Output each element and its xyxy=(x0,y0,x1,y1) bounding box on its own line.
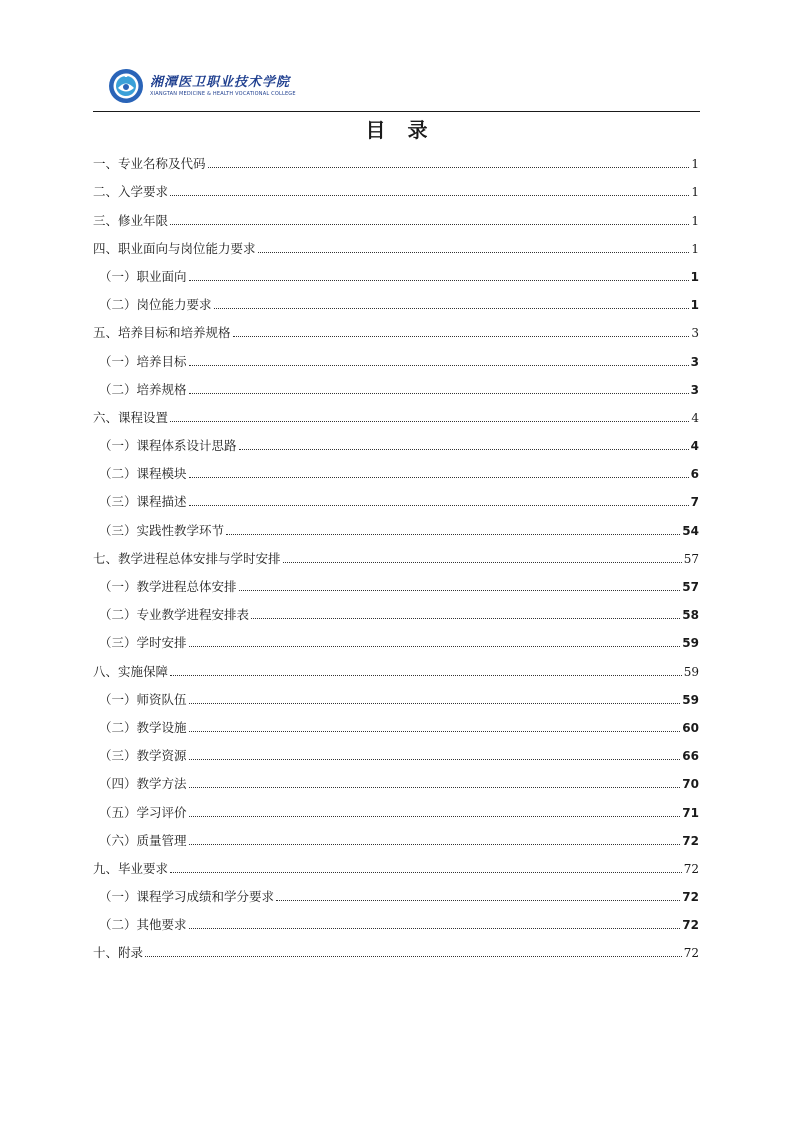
toc-entry-line xyxy=(93,182,699,200)
toc-entry-label: 十、附录 xyxy=(93,945,144,961)
toc-leader-dots xyxy=(189,477,689,478)
toc-entry-line xyxy=(93,211,699,229)
toc-leader-dots xyxy=(145,956,682,957)
toc-entry[interactable] xyxy=(93,939,699,967)
toc-entry-line xyxy=(99,746,699,764)
toc-leader-dots xyxy=(189,731,681,732)
toc-entry-page: 1 xyxy=(691,185,699,200)
toc-leader-dots xyxy=(189,928,681,929)
toc-entry-line xyxy=(99,492,699,510)
toc-entry-line xyxy=(99,633,699,651)
toc-entry-label: （一）课程体系设计思路 xyxy=(99,438,237,454)
toc-entry[interactable] xyxy=(93,629,699,657)
toc-entry-page: 7 xyxy=(690,495,699,510)
toc-entry[interactable] xyxy=(93,263,699,291)
toc-entry[interactable] xyxy=(93,319,699,347)
toc-leader-dots xyxy=(189,759,681,760)
toc-entry[interactable] xyxy=(93,404,699,432)
toc-entry-page: 3 xyxy=(690,382,699,397)
toc-entry-line xyxy=(99,718,699,736)
toc-entry[interactable] xyxy=(93,855,699,883)
toc-entry-line xyxy=(93,239,699,257)
toc-entry-label: （三）实践性教学环节 xyxy=(99,522,225,538)
toc-entry-label: 一、专业名称及代码 xyxy=(93,156,206,172)
toc-entry-line xyxy=(99,774,699,792)
toc-entry-label: 七、教学进程总体安排与学时安排 xyxy=(93,550,281,566)
toc-entry[interactable] xyxy=(93,827,699,855)
toc-entry[interactable] xyxy=(93,798,699,826)
toc-entry[interactable] xyxy=(93,516,699,544)
toc-entry-line xyxy=(99,295,699,313)
college-logo-icon xyxy=(108,68,144,104)
toc-entry-line xyxy=(93,408,699,426)
toc-leader-dots xyxy=(239,590,681,591)
toc-entry-line xyxy=(99,915,699,933)
toc-entry[interactable] xyxy=(93,376,699,404)
toc-entry-label: （二）专业教学进程安排表 xyxy=(99,607,250,623)
toc-entry-page: 66 xyxy=(682,749,699,764)
toc-entry[interactable] xyxy=(93,770,699,798)
toc-entry-page: 4 xyxy=(691,410,699,425)
toc-entry-line xyxy=(93,154,699,172)
toc-entry-label: （一）职业面向 xyxy=(99,268,187,284)
toc-leader-dots xyxy=(189,703,681,704)
toc-entry-label: （三）教学资源 xyxy=(99,748,187,764)
toc-leader-dots xyxy=(189,844,681,845)
toc-leader-dots xyxy=(214,308,689,309)
toc-entry-label: （三）课程描述 xyxy=(99,494,187,510)
toc-entry-label: （二）其他要求 xyxy=(99,917,187,933)
toc-leader-dots xyxy=(189,365,689,366)
toc-entry-label: 四、职业面向与岗位能力要求 xyxy=(93,240,256,256)
toc-entry-page: 72 xyxy=(683,861,699,876)
toc-entry-label: （六）质量管理 xyxy=(99,832,187,848)
toc-entry-page: 70 xyxy=(682,777,699,792)
toc-leader-dots xyxy=(276,900,680,901)
toc-entry-page: 1 xyxy=(691,241,699,256)
toc-entry[interactable] xyxy=(93,235,699,263)
toc-entry-line xyxy=(99,267,699,285)
toc-entry-line xyxy=(99,803,699,821)
toc-entry-page: 1 xyxy=(691,157,699,172)
toc-entry-page: 1 xyxy=(691,213,699,228)
toc-entry-page: 59 xyxy=(683,664,699,679)
toc-entry-line xyxy=(93,859,699,877)
toc-entry-line xyxy=(99,464,699,482)
toc-entry-label: （二）培养规格 xyxy=(99,381,187,397)
toc-entry-label: （一）培养目标 xyxy=(99,353,187,369)
toc-entry[interactable] xyxy=(93,460,699,488)
toc-entry-page: 3 xyxy=(690,354,699,369)
toc-entry-page: 72 xyxy=(682,833,699,848)
header-divider xyxy=(93,111,700,112)
toc-entry-label: （一）师资队伍 xyxy=(99,691,187,707)
toc-leader-dots xyxy=(189,280,689,281)
toc-leader-dots xyxy=(170,224,689,225)
toc-entry[interactable] xyxy=(93,206,699,234)
toc-entry-label: （四）教学方法 xyxy=(99,776,187,792)
toc-entry-label: 八、实施保障 xyxy=(93,663,169,679)
toc-leader-dots xyxy=(170,872,682,873)
toc-entry-page: 57 xyxy=(683,551,699,566)
toc-leader-dots xyxy=(189,816,681,817)
college-name-cn: 湘潭医卫职业技术学院 xyxy=(150,74,291,90)
toc-entry-label: 二、入学要求 xyxy=(93,184,169,200)
toc-leader-dots xyxy=(251,618,680,619)
toc-entry[interactable] xyxy=(93,488,699,516)
toc-entry[interactable] xyxy=(93,911,699,939)
toc-leader-dots xyxy=(170,421,689,422)
toc-entry[interactable] xyxy=(93,432,699,460)
toc-entry[interactable] xyxy=(93,742,699,770)
toc-entry[interactable] xyxy=(93,573,699,601)
toc-leader-dots xyxy=(258,252,690,253)
toc-leader-dots xyxy=(189,393,689,394)
toc-entry-line xyxy=(93,323,699,341)
toc-entry-line xyxy=(99,577,699,595)
toc-entry-page: 58 xyxy=(682,608,699,623)
toc-leader-dots xyxy=(226,534,680,535)
toc-entry-label: 五、培养目标和培养规格 xyxy=(93,325,231,341)
toc-entry-page: 3 xyxy=(691,326,699,341)
toc-entry-page: 71 xyxy=(682,805,699,820)
toc-leader-dots xyxy=(208,167,690,168)
toc-entry-line xyxy=(99,521,699,539)
toc-entry[interactable] xyxy=(93,178,699,206)
toc-entry-label: （二）岗位能力要求 xyxy=(99,297,212,313)
toc-entry-label: 九、毕业要求 xyxy=(93,860,169,876)
toc-entry-label: （二）课程模块 xyxy=(99,466,187,482)
toc-leader-dots xyxy=(189,646,681,647)
college-name xyxy=(150,76,296,97)
toc-entry-page: 60 xyxy=(682,720,699,735)
toc-entry[interactable] xyxy=(93,291,699,319)
toc-entry-page: 72 xyxy=(682,918,699,933)
toc-entry-page: 72 xyxy=(683,946,699,961)
toc-entry-label: （一）课程学习成绩和学分要求 xyxy=(99,889,275,905)
toc-entry-label: （二）教学设施 xyxy=(99,719,187,735)
toc-entry-page: 54 xyxy=(682,523,699,538)
toc-entry-page: 4 xyxy=(690,439,699,454)
toc-entry-label: （一）教学进程总体安排 xyxy=(99,579,237,594)
toc-entry[interactable] xyxy=(93,714,699,742)
toc-entry-line xyxy=(99,352,699,370)
toc-leader-dots xyxy=(233,336,690,337)
toc-entry-page: 59 xyxy=(682,692,699,707)
toc-entry-line xyxy=(99,436,699,454)
toc-leader-dots xyxy=(239,449,689,450)
toc-entry-label: 六、课程设置 xyxy=(93,409,169,425)
toc-entry[interactable] xyxy=(93,601,699,629)
toc-entry-label: （三）学时安排 xyxy=(99,635,187,651)
toc-entry-page: 57 xyxy=(682,580,699,594)
toc-entry-page: 59 xyxy=(682,636,699,651)
toc-entry-line xyxy=(99,831,699,849)
college-header xyxy=(108,66,296,106)
toc-entry-page: 1 xyxy=(690,269,699,284)
toc-entry-page: 72 xyxy=(682,890,699,905)
toc-entry-page: 1 xyxy=(690,298,699,313)
toc-entry-line xyxy=(99,887,699,905)
toc-entry-line xyxy=(99,380,699,398)
toc-leader-dots xyxy=(189,787,681,788)
toc-leader-dots xyxy=(170,675,682,676)
toc-entry-line xyxy=(93,943,699,961)
toc-entry-line xyxy=(93,662,699,680)
toc-leader-dots xyxy=(170,195,689,196)
toc-entry-label: 三、修业年限 xyxy=(93,212,169,228)
toc-entry[interactable] xyxy=(93,150,699,178)
page-title: 目录 xyxy=(365,118,450,142)
toc-entry-line xyxy=(93,549,699,567)
table-of-contents xyxy=(93,150,699,967)
toc-entry[interactable] xyxy=(93,545,699,573)
toc-entry-page: 6 xyxy=(690,467,699,482)
toc-entry[interactable] xyxy=(93,347,699,375)
toc-leader-dots xyxy=(189,505,689,506)
toc-entry-line xyxy=(99,605,699,623)
college-name-en: XIANGTAN MEDICINE & HEALTH VOCATIONAL COLLEGE xyxy=(150,90,296,97)
toc-entry-line xyxy=(99,690,699,708)
toc-entry[interactable] xyxy=(93,686,699,714)
toc-entry[interactable] xyxy=(93,657,699,685)
toc-entry[interactable] xyxy=(93,883,699,911)
toc-entry-label: （五）学习评价 xyxy=(99,804,187,820)
toc-leader-dots xyxy=(283,562,682,563)
